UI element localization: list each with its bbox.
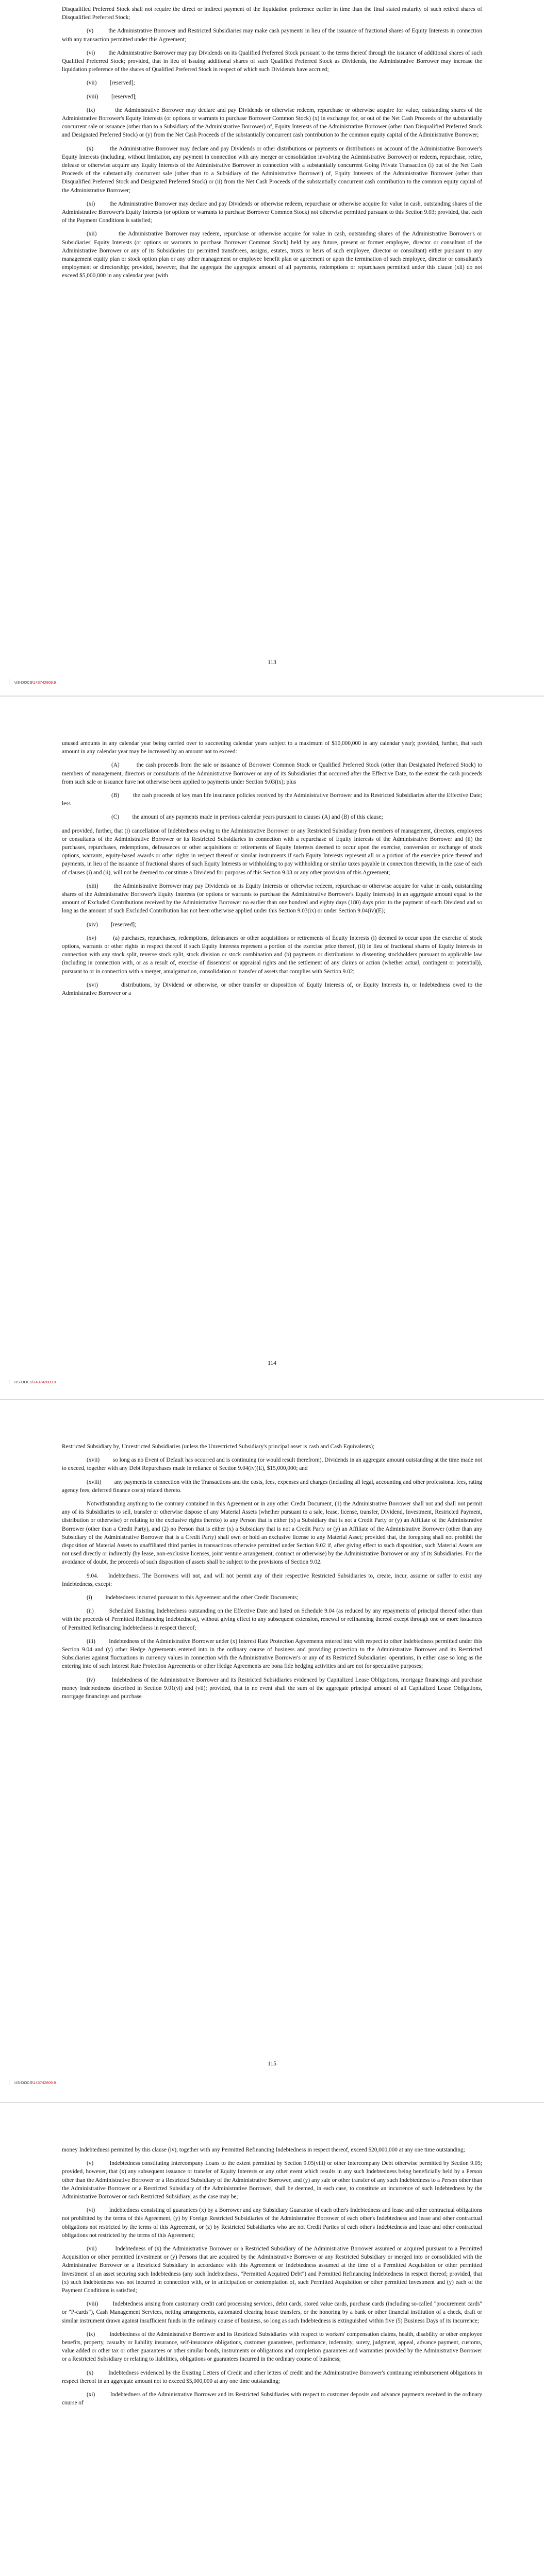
paragraph: (B) the cash proceeds of key man life insurance policies received by the Administrative Borrower and its Restricted Subsidiaries after the Effective Date; less: [62, 792, 482, 807]
document-id-prefix: US-DOCS\: [14, 2080, 34, 2085]
paragraph: (x) Indebtedness evidenced by the Existing Letters of Credit and other letters of credit and the Administrative Borrower's continuing reimbursement obligations in respect thereof in an aggregate amount not to exceed $5,000,000 at any one time outstanding;: [62, 2369, 482, 2384]
document-id-code: 143742809.9: [33, 680, 56, 685]
document-id-prefix: US-DOCS\: [14, 1380, 34, 1384]
document-id: [14, 680, 56, 685]
paragraph: (xi) the Administrative Borrower may declare and pay Dividends or otherwise redeem, repurchase or otherwise acquire for value in cash, outstanding shares of the Administrative Borrower's Equity Interests (or options or warrants to purchase Borrower Common Stock) not otherwise permitted pursuant to this Section 9.03; provided, that each of the Payment Conditions is satisfied;: [62, 200, 482, 224]
page-divider: [0, 1399, 544, 1400]
paragraph: (ix) the Administrative Borrower may declare and pay Dividends or otherwise redeem, repurchase or otherwise acquire for value, outstanding shares of the Administrative Borrower's Equity Interests (or options or warrants to purchase Borrower Common Stock) (x) in exchange for, or out of the Net Cash Proceeds of the substantially concurrent sale or issuance (other than to a Subsidiary of the Administrative Borrower) of, Equity Interests of the Administrative Borrower (other than Disqualified Preferred Stock and Designated Preferred Stock) or (y) from the Net Cash Proceeds of the substantially concurrent cash contribution to the common equity capital of the Administrative Borrower;: [62, 107, 482, 139]
paragraph: Restricted Subsidiary by, Unrestricted Subsidiaries (unless the Unrestricted Subsidiary's principal asset is cash and Cash Equivalents);: [62, 1444, 375, 1450]
document-page: [0, 703, 544, 1391]
paragraph: Disqualified Preferred Stock shall not require the direct or indirect payment of the liquidation preference earlier in time than the final stated maturity of such retired shares of Disqualified Preferred Stock;: [62, 6, 482, 21]
paragraph: (v) Indebtedness constituting Intercompany Loans to the extent permitted by Section 9.05(viii) or other Intercompany Debt otherwise permitted by Section 9.05; provided, however, that (x) any subsequent issuance or transfer of Equity Interests or any other event which results in any such Indebtedness being beneficially held by a Person other than the Administrative Borrower or a Restricted Subsidiary of the Administrative Borrower, and (y) any sale or other transfer of any such Indebtedness to a Person other than the Administrative Borrower or a Restricted Subsidiary of the Administrative Borrower, shall be deemed, in each case, to constitute an incurrence of such Indebtedness by the Administrative Borrower or such Restricted Subsidiary, as the case may be;: [62, 2160, 482, 2200]
page-number: 115: [268, 2061, 276, 2067]
paragraph: (vi) Indebtedness consisting of guarantees (x) by a Borrower and any Subsidiary Guarantor of each other's Indebtedness and lease and other contractual obligations not prohibited by the terms of this Agreement, (y) by Foreign Restricted Subsidiaries of the Administrative Borrower of each other's Indebtedness and lease and other contractual obligations not restricted by the terms of this Agreement, or (z) by Restricted Subsidiaries who are not Credit Parties of each other's Indebtedness and lease and other contractual obligations not restricted by the terms of this Agreement;: [62, 2207, 482, 2239]
paragraph: (v) the Administrative Borrower and Restricted Subsidiaries may make cash payments in lieu of the issuance of fractional shares of Equity Interests in connection with any transaction permitted under this Agreement;: [62, 28, 482, 43]
document-id-code: 143742809.9: [33, 1380, 56, 1384]
paragraph: (xiv) [reserved];: [87, 921, 137, 928]
paragraph: Notwithstanding anything to the contrary contained in this Agreement or in any other Credit Document, (1) the Administrative Borrower shall not and shall not permit any of its Subsidiaries to sell, transfer or otherwise dispose of any Material Assets (whether pursuant to a sale, lease, license, transfer, Dividend, Investment, Restricted Payment, distribution or otherwise) or relating to the exclusive rights thereto) to any Person that is either (x) a Subsidiary that is not a Credit Party or (y) an Affiliate of the Administrative Borrower (other than a Credit Party), and (2) no Person that is either (x) a Subsidiary that is not a Credit Party or (y) an Affiliate of the Administrative Borrower (other than any Subsidiary of the Administrative Borrower that is a Credit Party) shall own or hold an exclusive license to any Material Asset; provided that, the foregoing shall not prohibit the disposition of Material Assets to unaffiliated third parties in transactions otherwise permitted under Section 9.02 if, after giving effect to such disposition, such Material Assets are not used directly or indirectly (by lease, non-exclusive licenses, joint venture arrangement, contract or otherwise) by the Administrative Borrower or any of its Subsidiaries. For the avoidance of doubt, the proceeds of such disposition of assets shall be subject to the provisions of Section 9.02.: [62, 1501, 482, 1566]
paragraph: (A) the cash proceeds from the sale or issuance of Borrower Common Stock or Qualified Preferred Stock (other than Designated Preferred Stock) to members of management, directors or consultants of the Administrative Borrower or any of its Subsidiaries that occurred after the Effective Date, to the extent the cash proceeds from such sale or issuance have not otherwise been applied to payments under Section 9.03(ix); plus: [62, 762, 482, 785]
paragraph: (xv) (a) purchases, repurchases, redemptions, defeasances or other acquisitions or retirements of Equity Interests (i) deemed to occur upon the exercise of stock options, warrants or other rights in respect thereof if such Equity Interests represent a portion of the exercise price thereof, (ii) in lieu of fractional shares of Equity Interests in connection with any stock split, reverse stock split, stock division or stock combination and (b) payments or distributions to dissenting stockholders pursuant to applicable law (including in connection with, or as a result of, exercise of dissenters' or appraisal rights and the settlement of any claims or action (whether actual, contingent or potential)), pursuant to or in connection with a merger, amalgamation, consolidation or transfer of assets that complies with Section 9.02;: [62, 935, 482, 975]
paragraph: (xvii) so long as no Event of Default has occurred and is continuing (or would result therefrom), Dividends in an aggregate amount outstanding at the time made not to exceed, together with any Debt Repurchases made in reliance of Section 9.04(iv)(E), $15,000,000; and: [62, 1457, 482, 1472]
paragraph: (iii) Indebtedness of the Administrative Borrower under (x) Interest Rate Protection Agreements entered into with respect to other Indebtedness permitted under this Section 9.04 and (y) other Hedge Agreements entered into in the ordinary course of business and providing protection to the Administrative Borrower and its Restricted Subsidiaries against fluctuations in currency values in connection with the Administrative Borrower's or any of its Restricted Subsidiaries' operations, in either case so long as the entering into of such Interest Rate Protection Agreements or other Hedge Agreements are bona fide hedging activities and are not for speculative purposes;: [62, 1638, 482, 1670]
paragraph: (iv) Indebtedness of the Administrative Borrower and its Restricted Subsidiaries evidenced by Capitalized Lease Obligations, mortgage financings and purchase money Indebtedness described in Section 9.01(vi) and (vii); provided, that in no event shall the sum of the aggregate principal amount of all Capitalized Lease Obligations, mortgage financings and purchase: [62, 1676, 482, 1700]
paragraph: (xvi) distributions, by Dividend or otherwise, or other transfer or disposition of Equity Interests of, or Equity Interests in, or Indebtedness owed to the Administrative Borrower or a: [62, 981, 482, 997]
paragraph: (ix) Indebtedness of the Administrative Borrower and its Restricted Subsidiaries with respect to workers' compensation claims, health, disability or other employee benefits, property, casualty or liability insurance, self-insurance obligations, customer guarantees, performance, indemnity, surety, judgment, appeal, advance payment, customs, value added or other tax or other guarantees or other similar bonds, instruments or obligations and completion guarantees and warranties provided by the Administrative Borrower or a Restricted Subsidiary or relating to liabilities, obligations or guarantees incurred in the ordinary course of business;: [62, 2331, 482, 2363]
paragraph: (xii) the Administrative Borrower may redeem, repurchase or otherwise acquire for value in cash, outstanding shares of the Administrative Borrower's or Subsidiaries' Equity Interests (or options or warrants to purchase Borrower Common Stock) held by any future, present or former employee, director or consultant of the Administrative Borrower or any of its Subsidiaries (or permitted transferees, assigns, estates, trusts or heirs of such employee, director or consultant) either pursuant to any management equity plan or stock option plan or any other management or employee benefit plan or agreement or upon the termination of such employee, director or consultant's employment or directorship; provided, however, that the aggregate the aggregate amount of all payments, redemptions or repurchases permitted under this clause (xii) do not exceed $5,000,000 in any calendar year (with: [62, 231, 482, 279]
page-divider: [0, 2102, 544, 2103]
paragraph: and provided, further, that (i) cancellation of Indebtedness owing to the Administrative Borrower or any Restricted Subsidiary from members of management, directors, employees or consultants of the Administrative Borrower or its Restricted Subsidiaries in connection with a repurchase of Equity Interests of the Administrative Borrower and (ii) the purchases, repurchases, redemptions, defeasances or other acquisitions or retirements of Equity Interests deemed to occur upon the exercise, conversion or exchange of stock options, warrants, equity-based awards or other rights in respect thereof or similar instruments if such Equity Interests represent all or a portion of the exercise price thereof and payments, in lieu of the issuance of fractional shares of such Equity Interests or withholding to pay withholding or similar taxes payable in connection therewith, in the case of each of clauses (i) and (ii), will not be deemed to constitute a Dividend for purposes of this Section 9.03 or any other provision of this Agreement;: [62, 827, 482, 876]
page-number: 113: [268, 659, 276, 666]
paragraph: unused amounts in any calendar year being carried over to succeeding calendar years subject to a maximum of $10,000,000 in any calendar year); provided, further, that such amount in any calendar year may be increased by an amount not to exceed:: [62, 740, 482, 755]
document-id-code: 143742809.9: [33, 2080, 56, 2085]
paragraph: (vi) the Administrative Borrower may pay Dividends on its Qualified Preferred Stock pursuant to the terms thereof through the issuance of additional shares of such Qualified Preferred Stock; provided, that in lieu of issuing additional shares of such Qualified Preferred Stock as Dividends, the Administrative Borrower may increase the liquidation preference of the shares of Qualified Preferred Stock in respect of which such Dividends have accrued;: [62, 49, 482, 73]
paragraph: (x) the Administrative Borrower may declare and pay Dividends or other distributions or payments or distributions on account of the Administrative Borrower's Equity Interests (including, without limitation, any payment in connection with any merger or consolidation involving the Administrative Borrower) or redeem, repurchase, retire, defease or otherwise acquire any Equity Interests of the Administrative Borrower in connection with a substantially concurrent Going Private Transaction (i) out of the Net Cash Proceeds of the substantially concurrent sale (other than to a Subsidiary of the Administrative Borrower) of, Equity Interests of the Administrative Borrower (other than Disqualified Preferred Stock and Designated Preferred Stock) or (ii) from the Net Cash Proceeds of the substantially concurrent cash contribution to the common equity capital of the Administrative Borrower;: [62, 145, 482, 194]
page-body: [62, 1443, 482, 1706]
document-page: [0, 1406, 544, 2094]
paragraph: (xi) Indebtedness of the Administrative Borrower and its Restricted Subsidiaries with respect to customer deposits and advance payments received in the ordinary course of: [62, 2392, 482, 2406]
paragraph: (viii) Indebtedness arising from customary credit card processing services, debit cards, stored value cards, purchase cards (including so-called "procurement cards" or "P-cards"), Cash Management Services, netting arrangements, automated clearing house transfers, or the honoring by a bank or other financial institution of a check, draft or similar instrument drawn against insufficient funds in the ordinary course of business, so long as such Indebtedness is extinguished within five (5) Business Days of its incurrence;: [62, 2301, 482, 2324]
document-id-prefix: US-DOCS\: [14, 680, 34, 685]
paragraph: (xviii) any payments in connection with the Transactions and the costs, fees, expenses and charges (including all legal, accounting and other professional fees, rating agency fees, deferred finance costs) related thereto.: [62, 1479, 482, 1494]
paragraph: (xiii) the Administrative Borrower may pay Dividends on its Equity Interests or otherwise redeem, repurchase or otherwise acquire for value in cash, outstanding shares of the Administrative Borrower's Equity Interests (or options or warrants to purchase the Administrative Borrower's Equity Interests) in an aggregate amount equal to the amount of Excluded Contributions received by the Administrative Borrower no earlier than one hundred and eighty days (180) days prior to the payment of such Dividend and so long as the amount of such Excluded Contribution has not been otherwise applied under this Section 9.03(ix) or under Section 9.04(iv)(E);: [62, 883, 482, 914]
section-heading-paragraph: 9.04. Indebtedness. The Borrowers will not, and will not permit any of their respective Restricted Subsidiaries to, create, incur, assume or suffer to exist any Indebtedness, except:: [62, 1572, 482, 1587]
page-divider: [0, 696, 544, 697]
paragraph: money Indebtedness permitted by this clause (iv), together with any Permitted Refinancing Indebtedness in respect thereof, exceed $20,000,000 at any one time outstanding;: [62, 2147, 465, 2153]
paragraph: (C) the amount of any payments made in previous calendar years pursuant to clauses (A) and (B) of this clause;: [111, 814, 383, 821]
paragraph: (viii) [reserved];: [87, 93, 137, 100]
document-page: [0, 2110, 544, 2576]
paragraph: (vii) Indebtedness of (x) the Administrative Borrower or a Restricted Subsidiary of the Administrative Borrower assumed or acquired pursuant to a Permitted Acquisition or other permitted Investment or (y) Persons that are acquired by the Administrative Borrower or any Restricted Subsidiary or merged into or consolidated with the Administrative Borrower or a Restricted Subsidiary in accordance with this Agreement or Indebtedness assumed at the time of a Permitted Acquisition or other permitted Investment of an asset securing such Indebtedness (any such Indebtedness, "Permitted Acquired Debt") and Permitted Refinancing Indebtedness in respect thereof; provided, that (x) such Indebtedness was not incurred in connection with, or in anticipation or contemplation of, such Permitted Acquisition or other permitted Investment and (y) each of the Payment Conditions is satisfied;: [62, 2246, 482, 2294]
document-id: [14, 1380, 56, 1384]
paragraph: (ii) Scheduled Existing Indebtedness outstanding on the Effective Date and listed on Schedule 9.04 (as reduced by any repayments of principal thereof other than with the proceeds of Permitted Refinancing Indebtedness), without giving effect to any subsequent extension, renewal or refinancing thereof except through one or more issuances of Permitted Refinancing Indebtedness in respect thereof;: [62, 1608, 482, 1631]
document-id: [14, 2080, 56, 2085]
page-body: [62, 2146, 482, 2412]
page-number: 114: [268, 1360, 276, 1366]
document-page: [0, 0, 544, 688]
page-body: [62, 739, 482, 1003]
paragraph: (i) Indebtedness incurred pursuant to this Agreement and the other Credit Documents;: [87, 1595, 299, 1601]
paragraph: (vii) [reserved];: [87, 80, 135, 87]
page-body: [62, 5, 482, 285]
